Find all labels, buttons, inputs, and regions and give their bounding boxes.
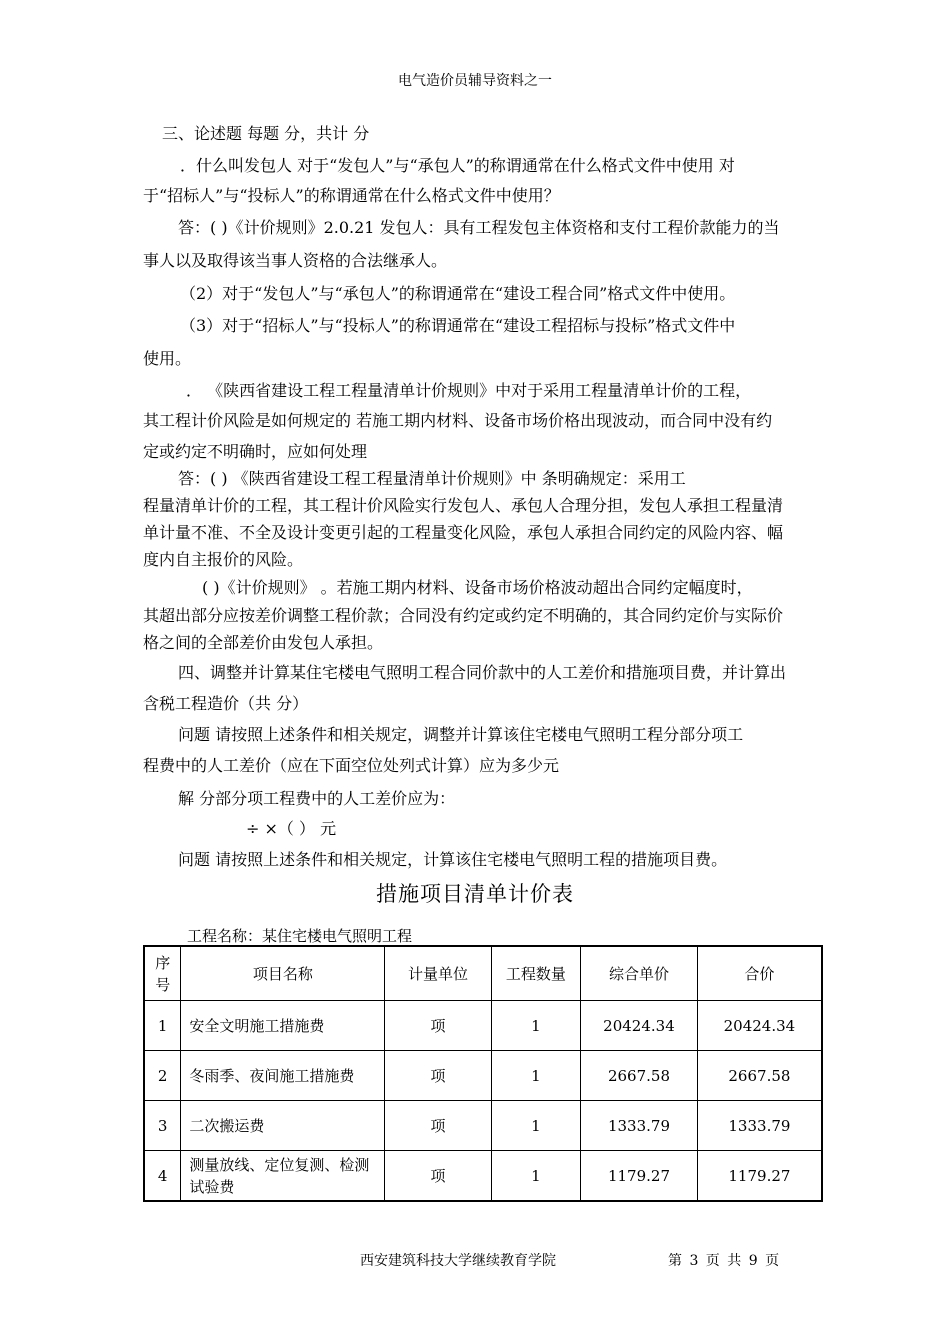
answer-2-line-5: ( )《计价规则》 。若施工期内材料、设备市场价格波动超出合同约定幅度时， xyxy=(202,578,753,597)
header-qty: 工程数量 xyxy=(491,946,580,1001)
footer-page-number: 第 3 页 共 9 页 xyxy=(668,1253,780,1269)
cell-total: 20424.34 xyxy=(697,1001,822,1051)
cell-name: 二次搬运费 xyxy=(181,1101,385,1151)
answer-1-line-2: 事人以及取得该当事人资格的合法继承人。 xyxy=(143,251,448,270)
answer-2-line-1: 答：( ) 《陕西省建设工程工程量清单计价规则》中 条明确规定：采用工 xyxy=(178,469,686,488)
section-3-heading: 三、论述题 每题 分，共计 分 xyxy=(162,124,370,143)
cell-unit: 项 xyxy=(385,1101,491,1151)
solution-line: 解 分部分项工程费中的人工差价应为： xyxy=(178,789,456,808)
answer-2-line-7: 格之间的全部差价由发包人承担。 xyxy=(143,633,384,652)
cell-seq: 4 xyxy=(144,1151,181,1202)
answer-2-line-2: 程量清单计价的工程，其工程计价风险实行发包人、承包人合理分担，发包人承担工程量清 xyxy=(143,496,784,515)
header-total: 合价 xyxy=(697,946,822,1001)
cell-unit-price: 1179.27 xyxy=(581,1151,698,1202)
table-header-row xyxy=(144,946,822,1001)
answer-2-line-6: 其超出部分应按差价调整工程价款；合同没有约定或约定不明确的，其合同约定价与实际价 xyxy=(143,606,784,625)
section-4-heading-2: 含税工程造价（共 分） xyxy=(143,694,309,713)
project-name: 工程名称：某住宅楼电气照明工程 xyxy=(187,927,413,945)
answer-2-line-3: 单计量不准、不全及设计变更引起的工程量变化风险，承包人承担合同约定的风险内容、幅 xyxy=(143,523,784,542)
cell-qty: 1 xyxy=(491,1101,580,1151)
answer-1-line-5: 使用。 xyxy=(143,349,192,368)
question-1-line-1: ．什么叫发包人 对于“发包人”与“承包人”的称谓通常在什么格式文件中使用 对 xyxy=(180,156,735,175)
answer-2-line-4: 度内自主报价的风险。 xyxy=(143,550,304,569)
cell-seq: 2 xyxy=(144,1051,181,1101)
header-name: 项目名称 xyxy=(181,946,385,1001)
question-1-line-2: 于“招标人”与“投标人”的称谓通常在什么格式文件中使用？ xyxy=(143,186,560,205)
header-unit-price: 综合单价 xyxy=(581,946,698,1001)
cell-unit: 项 xyxy=(385,1151,491,1202)
problem-1-line-1: 问题 请按照上述条件和相关规定，调整并计算该住宅楼电气照明工程分部分项工 xyxy=(178,725,744,744)
cell-qty: 1 xyxy=(491,1051,580,1101)
cell-unit: 项 xyxy=(385,1001,491,1051)
cell-name: 安全文明施工措施费 xyxy=(181,1001,385,1051)
section-4-heading-1: 四、调整并计算某住宅楼电气照明工程合同价款中的人工差价和措施项目费，并计算出 xyxy=(178,663,787,682)
footer-institution: 西安建筑科技大学继续教育学院 xyxy=(360,1253,556,1269)
table-row xyxy=(144,1051,822,1101)
page-header: 电气造价员辅导资料之一 xyxy=(398,73,552,89)
answer-1-line-3: （2）对于“发包人”与“承包人”的称谓通常在“建设工程合同”格式文件中使用。 xyxy=(180,284,736,303)
cell-name: 测量放线、定位复测、检测试验费 xyxy=(181,1151,385,1202)
table-row xyxy=(144,1151,822,1202)
cell-qty: 1 xyxy=(491,1001,580,1051)
cell-unit: 项 xyxy=(385,1051,491,1101)
table-row xyxy=(144,1001,822,1051)
cell-unit-price: 1333.79 xyxy=(581,1101,698,1151)
cell-unit-price: 20424.34 xyxy=(581,1001,698,1051)
answer-1-line-1: 答：( )《计价规则》2.0.21 发包人：具有工程发包主体资格和支付工程价款能力的当 xyxy=(178,218,780,237)
cell-qty: 1 xyxy=(491,1151,580,1202)
problem-2-line: 问题 请按照上述条件和相关规定，计算该住宅楼电气照明工程的措施项目费。 xyxy=(178,850,728,869)
formula-line: ÷ ×（ ） 元 xyxy=(246,819,337,838)
table-title: 措施项目清单计价表 xyxy=(376,882,574,906)
cell-total: 2667.58 xyxy=(697,1051,822,1101)
cell-seq: 3 xyxy=(144,1101,181,1151)
cell-total: 1333.79 xyxy=(697,1101,822,1151)
cell-unit-price: 2667.58 xyxy=(581,1051,698,1101)
cell-total: 1179.27 xyxy=(697,1151,822,1202)
header-unit: 计量单位 xyxy=(385,946,491,1001)
problem-1-line-2: 程费中的人工差价（应在下面空位处列式计算）应为多少元 xyxy=(143,756,560,775)
cell-seq: 1 xyxy=(144,1001,181,1051)
answer-1-line-4: （3）对于“招标人”与“投标人”的称谓通常在“建设工程招标与投标”格式文件中 xyxy=(180,316,736,335)
question-2-line-1: ． 《陕西省建设工程工程量清单计价规则》中对于采用工程量清单计价的工程， xyxy=(186,381,752,400)
cell-name: 冬雨季、夜间施工措施费 xyxy=(181,1051,385,1101)
header-seq: 序号 xyxy=(144,946,181,1001)
measures-table xyxy=(143,945,823,1202)
table-row xyxy=(144,1101,822,1151)
question-2-line-3: 定或约定不明确时，应如何处理 xyxy=(143,442,368,461)
question-2-line-2: 其工程计价风险是如何规定的 若施工期内材料、设备市场价格出现波动，而合同中没有约 xyxy=(143,411,773,430)
